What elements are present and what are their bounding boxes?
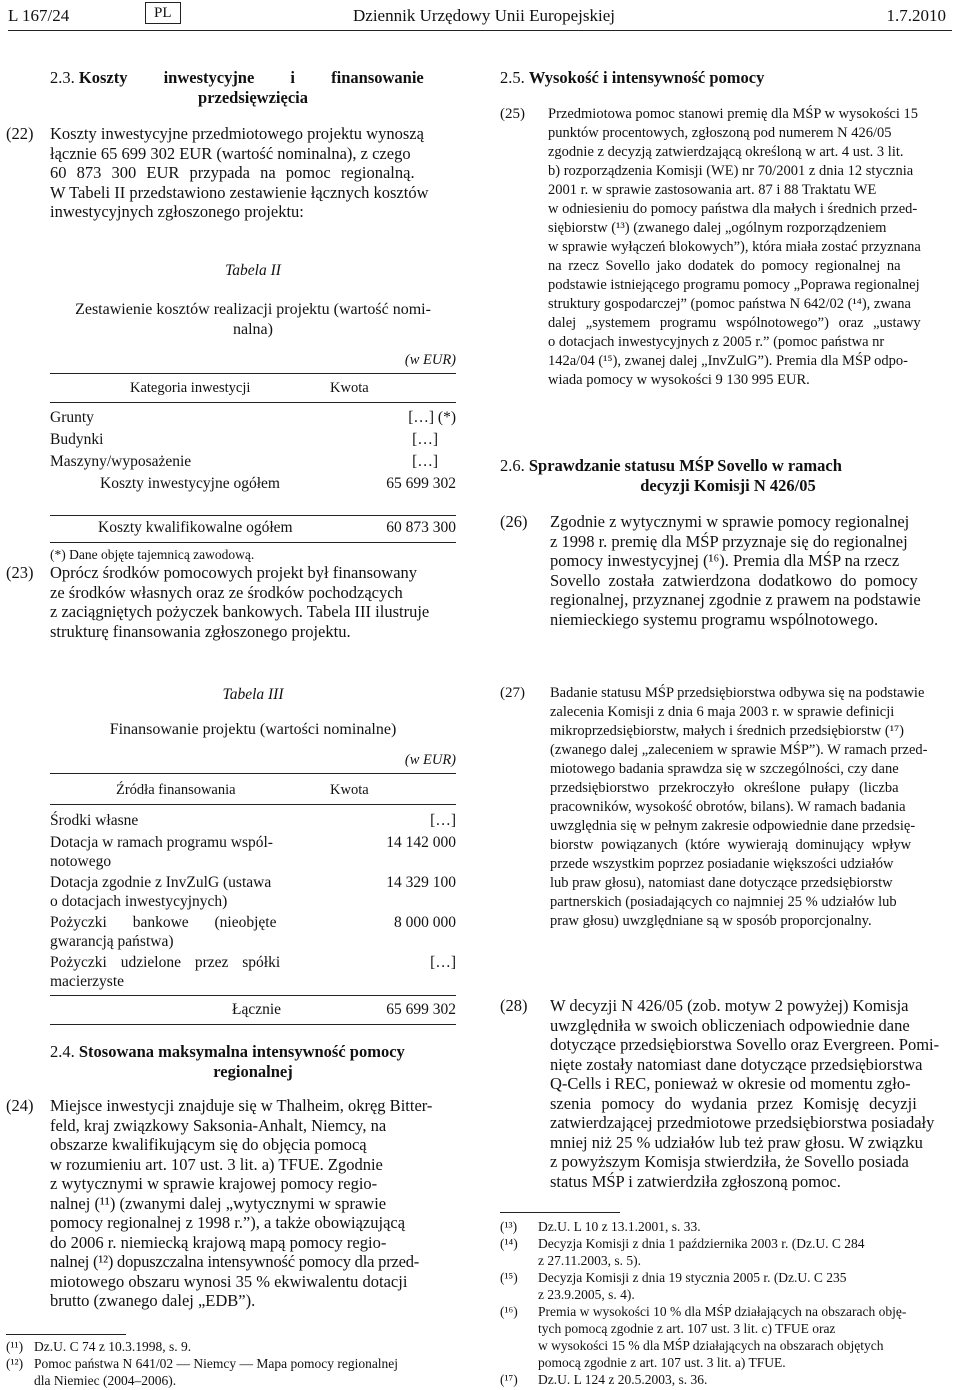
paragraph-28: (28) W decyzji N 426/05 (zob. motyw 2 powyżej) Komisja uwzględniła w swoich obliczeniach odpowiednie dane dotyczące przedsiębiorstwa Sovello oraz Evergreen. Pomi- nięte zostały natomiast dane dotyczące przedsiębiorstwa Q-Cells i REC, ponieważ w okresie od momentu zgło- szenia pomocy do wydania przez Komisję decyzji zatwierdzającej przedmiotowe przedsiębiorstwa posiadały mniej niż 25 % udziałów lub też praw głosu. W związku z powyższym Komisja stwierdziła, że Sovello posiada status MŚP i zatwierdziła zgłoszoną pomoc.: [500, 996, 940, 1191]
footnote: (¹¹) Dz.U. C 74 z 10.3.1998, s. 9.: [6, 1339, 192, 1354]
footnote: (¹²) Pomoc państwa N 641/02 — Niemcy — Mapa pomocy regionalnej: [6, 1356, 399, 1371]
language-badge: PL: [145, 2, 181, 24]
footnotes-left: [6, 1338, 458, 1389]
table-3-col-amount: Kwota: [330, 782, 369, 798]
table-row: Dotacja zgodnie z InvZulG (ustawa o dotacjach inwestycyjnych) 14 329 100: [50, 874, 456, 910]
table-3-bottom-rule: [50, 1024, 456, 1025]
table-2-col-category: Kategoria inwestycji: [130, 380, 251, 396]
table-row-total: Łącznie 65 699 302: [232, 1001, 456, 1018]
table-row: Pożyczki bankowe (nieobjęte gwarancją państwa) 8 000 000: [50, 914, 456, 950]
table-row: Środki własne […]: [50, 812, 456, 829]
table-2-caption: Tabela II: [225, 262, 281, 279]
table-3-title: Finansowanie projektu (wartości nominalne): [109, 721, 397, 738]
table-row: Budynki […]: [50, 431, 438, 448]
footnote: (¹⁷) Dz.U. L 124 z 20.5.2003, s. 36.: [500, 1372, 708, 1387]
section-2-4-heading: 2.4. Stosowana maksymalna intensywność pomocy regionalnej: [50, 1042, 405, 1081]
table-3-unit: (w EUR): [404, 752, 456, 768]
table-2-col-amount: Kwota: [330, 380, 369, 396]
paragraph-27: (27) Badanie statusu MŚP przedsiębiorstwa odbywa się na podstawie zalecenia Komisji z dnia 6 maja 2003 r. w sprawie definicji mikroprzedsiębiorstw, małych i średnich przedsiębiorstw (¹⁷) (zwanego dalej „zaleceniem w sprawie MŚP”). W ramach przed- miotowego badania sprawdza się w szczególności, czy dane przedsiębiorstwo przekroczyło określone pułapy (liczba pracowników, wysokość obrotów, bilans). W ramach badania uwzględnia się w pełnym zakresie odpowiednie dane przedsię- biorstw powiązanych (które wywierają dominujący wpływ przede wszystkim poprzez posiadanie większości udziałów lub praw głosu), natomiast dane dotyczące przedsiębiorstw partnerskich (posiadających co najmniej 25 % udziałów lub praw głosu) uwzględniane są w sposób proporcjonalny.: [500, 685, 928, 929]
section-2-3-heading: 2.3. Koszty inwestycyjne i finansowanie przedsięwzięcia: [50, 68, 424, 107]
footnote: (¹³) Dz.U. L 10 z 13.1.2001, s. 33.: [500, 1219, 701, 1234]
table-row: Grunty […] (*): [50, 409, 456, 426]
table-row: Maszyny/wyposażenie […]: [50, 453, 438, 470]
table-2-title: Zestawienie kosztów realizacji projektu (wartość nomi- nalna): [75, 301, 431, 338]
table-2-footnote: (*) Dane objęte tajemnicą zawodową.: [50, 547, 255, 562]
paragraph-22: (22) Koszty inwestycyjne przedmiotowego projektu wynoszą łącznie 65 699 302 EUR (wartość nominalna), z czego 60 873 300 EUR przypada na pomoc regionalną. W Tabeli II przedstawiono zestawienie łącznych kosztów inwestycyjnych zgłoszonego projektu:: [6, 124, 429, 221]
paragraph-23: (23) Oprócz środków pomocowych projekt był finansowany ze środków własnych oraz ze środków pochodzących z zaciągniętych pożyczek bankowych. Tabela III ilustruje strukturę finansowania zgłoszonego projektu.: [6, 563, 430, 641]
footnote-rule-left: [6, 1334, 126, 1335]
page-number: L 167/24: [8, 6, 70, 25]
paragraph-26: (26) Zgodnie z wytycznymi w sprawie pomocy regionalnej z 1998 r. premię dla MŚP przyznaje się do regionalnej pomocy inwestycyjnej (¹⁶). Premia dla MŚP na rzecz Sovello została zatwierdzona dodatkowo do pomocy regionalnej, przyznanej zgodnie z prawem na podstawie niemieckiego systemu programu wspólnotowego.: [500, 512, 921, 629]
table-2: (w EUR) Kategoria inwestycji Kwota Grunty […] (*) Budynki […] Maszyny/wyposażenie […] Koszty inwestycyjne ogółem 65 699 302 Koszty kwalifikowalne ogółem 60 873 300 (*) Dane objęte tajemnicą zawodową.: [50, 352, 456, 562]
table-3-col-source: Źródła finansowania: [116, 782, 236, 798]
paragraph-24: (24) Miejsce inwestycji znajduje się w Thalheim, okręg Bitter- feld, kraj związkowy Saksonia-Anhalt, Niemcy, na obszarze kwalifikującym się do objęcia pomocą w rozumieniu art. 107 ust. 3 lit. a) TFUE. Zgodnie z wytycznymi w sprawie krajowej pomocy regio- nalnej (¹¹) (zwanymi dalej „wytycznymi w sprawie pomocy regionalnej z 1998 r.”), a także obowiązującą do 2006 r. niemiecką krajową mapą pomocy regio- nalnej (¹²) dopuszczalna intensywność pomocy dla przed- miotowego obszaru wynosi 35 % ekwiwalentu dotacji brutto (zwanego dalej „EDB”).: [6, 1096, 433, 1310]
header-rule: [8, 30, 952, 31]
footnotes-right: [500, 1218, 958, 1388]
journal-title: Dziennik Urzędowy Unii Europejskiej: [353, 6, 616, 25]
section-2-6-heading: 2.6. Sprawdzanie statusu MŚP Sovello w ramach decyzji Komisji N 426/05: [500, 456, 842, 495]
publication-date: 1.7.2010: [886, 6, 946, 25]
footnote-rule-right: [500, 1212, 620, 1213]
table-row-eligible: Koszty kwalifikowalne ogółem 60 873 300: [98, 519, 456, 536]
footnote: (¹⁵) Decyzja Komisji z dnia 19 stycznia 2005 r. (Dz.U. C 235 z 23.9.2005, s. 4).: [500, 1270, 847, 1302]
table-3-caption: Tabela III: [222, 686, 284, 703]
table-row: Dotacja w ramach programu wspól- notowego 14 142 000: [50, 834, 456, 870]
footnote: (¹⁴) Decyzja Komisji z dnia 1 października 2003 r. (Dz.U. C 284 z 27.11.2003, s. 5).: [500, 1236, 865, 1268]
footnote-continued: dla Niemiec (2004–2006).: [34, 1373, 177, 1388]
table-row: Pożyczki udzielone przez spółki macierzyste […]: [50, 954, 456, 990]
section-2-5-heading: 2.5. Wysokość i intensywność pomocy: [500, 68, 765, 87]
page-header: [8, 6, 952, 28]
footnote: (¹⁶) Premia w wysokości 10 % dla MŚP działających na obszarach obję- tych pomocą zgodnie z art. 107 ust. 3 lit. c) TFUE oraz w wysokości 15 % dla MŚP działających na obszarach objętych pomocą zgodnie z art. 107 ust. 3 lit. a) TFUE.: [500, 1304, 907, 1370]
table-3: [50, 752, 456, 1025]
table-2-bottom-rule: [50, 542, 456, 543]
paragraph-25: (25) Przedmiotowa pomoc stanowi premię dla MŚP w wysokości 15 punktów procentowych, zgłoszoną pod numerem N 426/05 zgodnie z decyzją zatwierdzającą określoną w art. 4 ust. 3 lit. b) rozporządzenia Komisji (WE) nr 70/2001 z dnia 12 stycznia 2001 r. w sprawie zastosowania art. 87 i 88 Traktatu WE w odniesieniu do pomocy państwa dla małych i średnich przed- siębiorstw (¹³) (zwanego dalej „ogólnym rozporządzeniem w sprawie wyłączeń blokowych”), która miała zostać przyznana na rzecz Sovello jako dodatek do pomocy regionalnej na podstawie istniejącego programu pomocy „Poprawa regionalnej struktury gospodarczej” (pomoc państwa N 642/02 (¹⁴), zwana dalej „systemem programu wspólnotowego”) oraz „ustawy o dotacjach inwestycyjnych z 2005 r.” (pomoc państwa nr 142a/04 (¹⁵), zwanej dalej „InvZulG”). Premia dla MŚP odpo- wiada pomocy w wysokości 9 130 995 EUR.: [500, 106, 921, 388]
table-2-unit: (w EUR): [404, 352, 456, 368]
